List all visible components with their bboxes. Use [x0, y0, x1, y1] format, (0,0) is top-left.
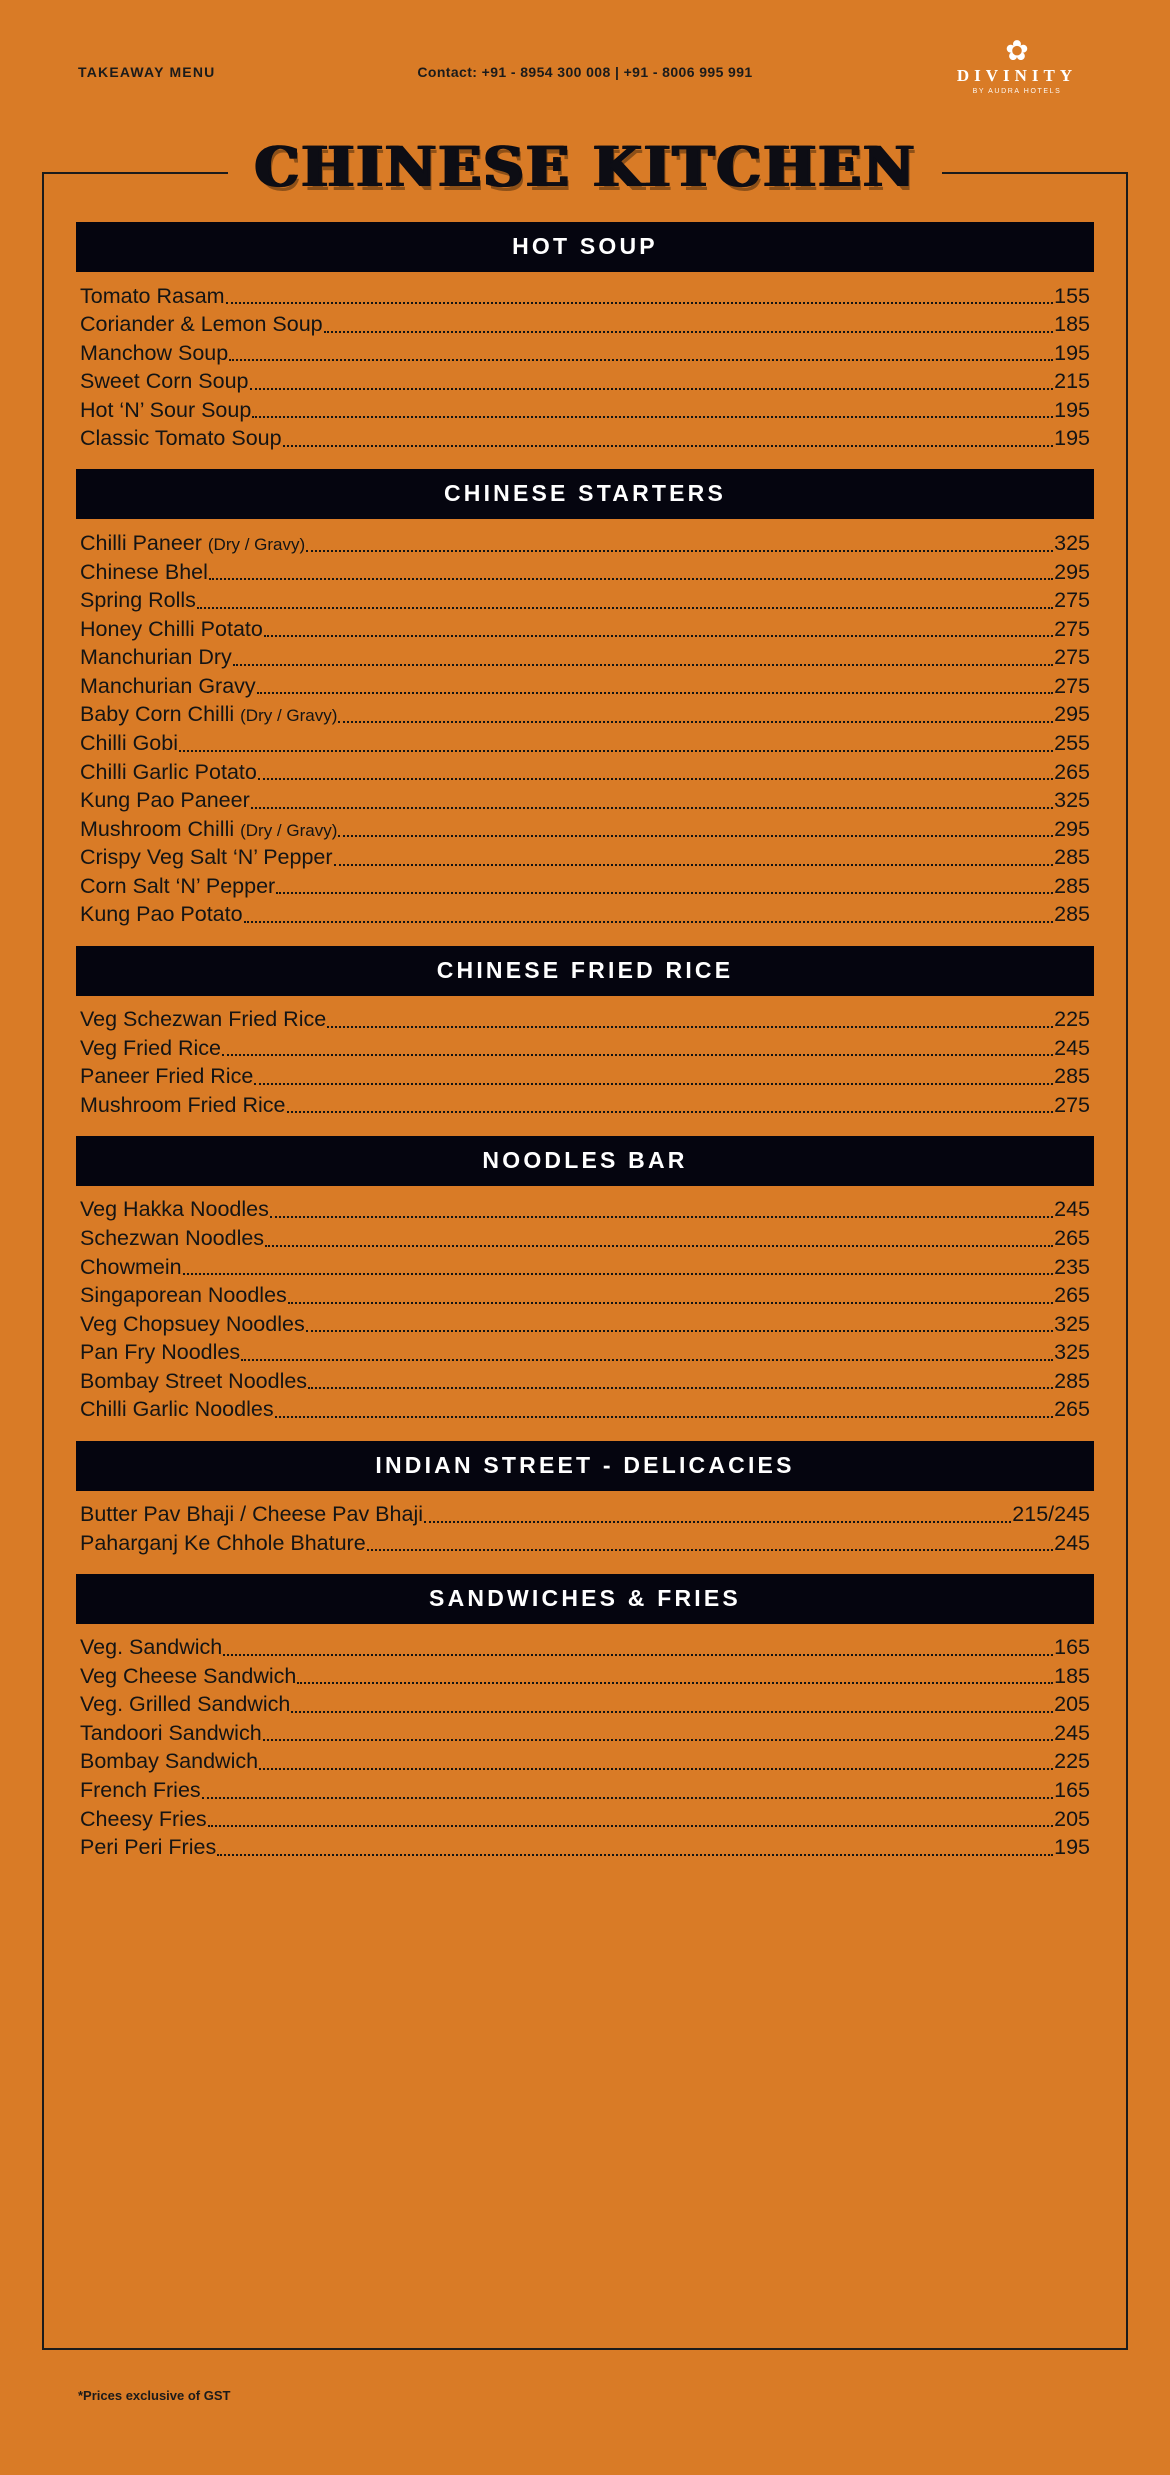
menu-item-price: 195: [1054, 397, 1090, 422]
menu-item-row: [80, 587, 1090, 616]
menu-item-name: [80, 1197, 269, 1223]
leader-dots: [424, 1520, 1011, 1523]
menu-item-label: Bombay Sandwich: [80, 1749, 259, 1774]
menu-item-price: 195: [1054, 1835, 1090, 1860]
menu-item-name: [80, 702, 337, 728]
menu-item-row: [80, 615, 1090, 644]
menu-item-price: 195: [1054, 340, 1090, 365]
brand-name: DIVINITY: [956, 66, 1078, 85]
menu-item-price: 245: [1054, 1720, 1090, 1745]
leader-dots: [250, 387, 1054, 390]
leader-dots: [264, 634, 1053, 637]
leader-dots: [183, 1272, 1054, 1275]
menu-item-row: [80, 1034, 1090, 1063]
menu-item-variant-note: (Dry / Gravy): [240, 820, 338, 840]
menu-item-price: 185: [1054, 312, 1090, 337]
leader-dots: [275, 1415, 1054, 1418]
menu-item-label: Veg Chopsuey Noodles: [80, 1311, 305, 1336]
menu-item-name: [80, 312, 323, 338]
menu-item-price: 325: [1054, 530, 1090, 555]
leader-dots: [324, 330, 1054, 333]
menu-item-row: [80, 730, 1090, 759]
menu-item-name: [80, 1807, 207, 1833]
leader-dots: [229, 358, 1053, 361]
menu-item-label: Manchow Soup: [80, 340, 229, 365]
menu-item-row: [80, 758, 1090, 787]
menu-item-row: [80, 311, 1090, 340]
menu-item-label: Butter Pav Bhaji / Cheese Pav Bhaji: [80, 1502, 423, 1526]
menu-item-name: [80, 284, 225, 310]
menu-item-label: Cheesy Fries: [80, 1806, 207, 1831]
leader-dots: [197, 606, 1053, 609]
menu-item-label: Bombay Street Noodles: [80, 1368, 308, 1393]
leader-dots: [334, 863, 1054, 866]
menu-item-row: [80, 1501, 1090, 1530]
menu-item-label: Spring Rolls: [80, 588, 196, 613]
menu-item-label: Veg Hakka Noodles: [80, 1197, 269, 1222]
menu-item-name: [80, 874, 275, 900]
menu-item-row: [80, 1662, 1090, 1691]
leader-dots: [367, 1548, 1053, 1551]
menu-item-price: 275: [1054, 673, 1090, 698]
menu-item-list: [76, 1634, 1094, 1863]
menu-item-row: [80, 644, 1090, 673]
menu-sections: [76, 222, 1094, 1862]
section-heading: INDIAN STREET - DELICACIES: [76, 1441, 1094, 1491]
menu-item-name: [80, 1778, 201, 1804]
menu-item-list: [76, 1196, 1094, 1425]
leader-dots: [265, 1244, 1053, 1247]
menu-item-label: Peri Peri Fries: [80, 1835, 217, 1860]
section-heading: NOODLES BAR: [76, 1136, 1094, 1186]
leader-dots: [241, 1358, 1053, 1361]
menu-item-row: [80, 558, 1090, 587]
menu-item-name: [80, 588, 196, 614]
leader-dots: [308, 1386, 1053, 1389]
menu-item-price: 245: [1054, 1197, 1090, 1222]
menu-item-price: 265: [1054, 759, 1090, 784]
menu-item-name: [80, 617, 263, 643]
menu-item-label: Singaporean Noodles: [80, 1283, 287, 1308]
menu-item-price: 275: [1054, 645, 1090, 670]
menu-item-row: [80, 901, 1090, 930]
brand-logo: [942, 35, 1092, 95]
leader-dots: [327, 1025, 1053, 1028]
menu-item-name: [80, 531, 305, 557]
menu-item-list: [76, 529, 1094, 929]
menu-item-label: Veg. Sandwich: [80, 1635, 223, 1660]
menu-item-price: 265: [1054, 1397, 1090, 1422]
menu-item-variant-note: (Dry / Gravy): [207, 534, 306, 554]
leader-dots: [338, 834, 1053, 837]
page-header: [0, 0, 1170, 130]
menu-item-price: 325: [1054, 1311, 1090, 1336]
menu-item-row: [80, 672, 1090, 701]
menu-item-label: Coriander & Lemon Soup: [80, 312, 323, 337]
menu-item-name: [80, 760, 257, 786]
menu-item-row: [80, 1224, 1090, 1253]
menu-item-label: Pan Fry Noodles: [80, 1340, 241, 1365]
menu-item-label: Hot ‘N’ Sour Soup: [80, 397, 252, 422]
menu-item-name: [80, 369, 249, 395]
menu-item-price: 265: [1054, 1283, 1090, 1308]
menu-item-name: [80, 817, 337, 843]
menu-section: [76, 946, 1094, 1120]
page-title-wrap: [0, 134, 1170, 199]
menu-item-label: Corn Salt ‘N’ Pepper: [80, 873, 276, 898]
menu-item-label: Chinese Bhel: [80, 559, 208, 584]
menu-item-price: 225: [1054, 1007, 1090, 1032]
menu-item-row: [80, 1748, 1090, 1777]
menu-item-list: [76, 1501, 1094, 1558]
menu-item-label: Paneer Fried Rice: [80, 1064, 254, 1089]
menu-item-name: [80, 1664, 296, 1690]
menu-item-price: 215/245: [1012, 1502, 1090, 1526]
menu-item-label: Manchurian Dry: [80, 645, 232, 670]
menu-item-row: [80, 1834, 1090, 1863]
menu-item-price: 285: [1054, 1064, 1090, 1089]
leader-dots: [288, 1301, 1053, 1304]
leader-dots: [222, 1053, 1053, 1056]
leader-dots: [252, 415, 1053, 418]
menu-item-name: [80, 1635, 222, 1661]
menu-item-label: Honey Chilli Potato: [80, 616, 263, 641]
menu-item-list: [76, 1006, 1094, 1120]
leader-dots: [297, 1681, 1053, 1684]
menu-item-price: 295: [1054, 816, 1090, 841]
menu-item-row: [80, 1253, 1090, 1282]
takeaway-menu-label: TAKEAWAY MENU: [78, 64, 216, 80]
menu-section: [76, 1574, 1094, 1863]
menu-item-label: Classic Tomato Soup: [80, 426, 282, 451]
menu-item-price: 285: [1054, 902, 1090, 927]
menu-item-label: Chilli Garlic Noodles: [80, 1397, 274, 1422]
menu-item-row: [80, 872, 1090, 901]
section-heading: CHINESE FRIED RICE: [76, 946, 1094, 996]
brand-tagline: BY AUDRA HOTELS: [972, 88, 1062, 95]
leader-dots: [202, 1796, 1053, 1799]
leader-dots: [306, 549, 1053, 552]
menu-item-price: 275: [1054, 616, 1090, 641]
menu-item-price: 155: [1054, 283, 1090, 308]
menu-item-name: [80, 1312, 305, 1338]
leader-dots: [233, 663, 1053, 666]
menu-item-name: [80, 1692, 290, 1718]
menu-item-name: [80, 1007, 326, 1033]
menu-item-price: 165: [1054, 1635, 1090, 1660]
menu-item-row: [80, 1339, 1090, 1368]
menu-item-variant-note: (Dry / Gravy): [240, 706, 338, 726]
menu-item-price: 295: [1054, 559, 1090, 584]
menu-item-name: [80, 731, 178, 757]
menu-item-name: [80, 398, 251, 424]
menu-item-label: Baby Corn Chilli: [80, 702, 241, 727]
leader-dots: [291, 1710, 1053, 1713]
menu-item-name: [80, 341, 228, 367]
menu-item-name: [80, 1502, 423, 1528]
leader-dots: [306, 1329, 1053, 1332]
menu-item-price: 245: [1054, 1530, 1090, 1555]
menu-item-row: [80, 1634, 1090, 1663]
menu-item-name: [80, 426, 282, 452]
menu-item-label: Paharganj Ke Chhole Bhature: [80, 1530, 366, 1555]
menu-item-name: [80, 1721, 262, 1747]
menu-item-label: Veg. Grilled Sandwich: [80, 1692, 291, 1717]
menu-item-label: Chowmein: [80, 1254, 182, 1279]
leader-dots: [223, 1653, 1053, 1656]
menu-item-name: [80, 560, 208, 586]
menu-item-row: [80, 1063, 1090, 1092]
menu-item-price: 265: [1054, 1225, 1090, 1250]
menu-item-row: [80, 1006, 1090, 1035]
menu-item-label: Kung Pao Paneer: [80, 788, 250, 813]
leader-dots: [226, 301, 1054, 304]
lotus-icon: ✿: [1005, 35, 1029, 66]
leader-dots: [276, 891, 1053, 894]
menu-item-label: French Fries: [80, 1778, 201, 1803]
menu-item-label: Veg Schezwan Fried Rice: [80, 1007, 327, 1032]
menu-item-row: [80, 1091, 1090, 1120]
leader-dots: [283, 444, 1054, 447]
menu-item-label: Crispy Veg Salt ‘N’ Pepper: [80, 845, 333, 870]
menu-item-label: Tomato Rasam: [80, 283, 225, 308]
menu-item-price: 185: [1054, 1663, 1090, 1688]
menu-item-price: 285: [1054, 873, 1090, 898]
leader-dots: [251, 806, 1053, 809]
menu-section: [76, 222, 1094, 453]
menu-item-label: Veg Cheese Sandwich: [80, 1663, 297, 1688]
contact-info: Contact: +91 - 8954 300 008 | +91 - 8006 995 991: [417, 64, 753, 80]
menu-item-row: [80, 701, 1090, 730]
menu-item-name: [80, 1093, 286, 1119]
menu-section: [76, 469, 1094, 929]
page-title: CHINESE KITCHEN: [254, 134, 916, 199]
section-heading: SANDWICHES & FRIES: [76, 1574, 1094, 1624]
menu-item-row: [80, 1367, 1090, 1396]
leader-dots: [217, 1853, 1053, 1856]
menu-item-price: 325: [1054, 788, 1090, 813]
menu-item-name: [80, 1036, 221, 1062]
menu-item-price: 235: [1054, 1254, 1090, 1279]
menu-item-row: [80, 1691, 1090, 1720]
menu-item-name: [80, 1369, 307, 1395]
menu-item-label: Mushroom Fried Rice: [80, 1092, 286, 1117]
menu-item-name: [80, 1226, 264, 1252]
menu-item-label: Mushroom Chilli: [80, 816, 241, 841]
menu-item-label: Chilli Gobi: [80, 731, 178, 756]
menu-item-label: Kung Pao Potato: [80, 902, 243, 927]
leader-dots: [338, 720, 1053, 723]
menu-item-label: Manchurian Gravy: [80, 673, 256, 698]
menu-section: [76, 1441, 1094, 1558]
leader-dots: [257, 691, 1053, 694]
menu-item-row: [80, 1396, 1090, 1425]
menu-item-row: [80, 1719, 1090, 1748]
menu-item-row: [80, 339, 1090, 368]
menu-section: [76, 1136, 1094, 1425]
menu-item-name: [80, 674, 256, 700]
leader-dots: [270, 1215, 1053, 1218]
menu-item-label: Chilli Garlic Potato: [80, 759, 257, 784]
menu-item-row: [80, 1777, 1090, 1806]
menu-item-row: [80, 425, 1090, 454]
leader-dots: [209, 577, 1053, 580]
menu-item-price: 295: [1054, 702, 1090, 727]
menu-item-row: [80, 787, 1090, 816]
menu-item-price: 205: [1054, 1806, 1090, 1831]
menu-item-row: [80, 368, 1090, 397]
menu-item-row: [80, 1805, 1090, 1834]
menu-item-name: [80, 1283, 287, 1309]
leader-dots: [179, 749, 1053, 752]
menu-item-row: [80, 1310, 1090, 1339]
menu-item-name: [80, 1835, 216, 1861]
menu-item-price: 275: [1054, 1092, 1090, 1117]
menu-item-name: [80, 1749, 258, 1775]
price-footnote: *Prices exclusive of GST: [78, 2388, 231, 2403]
leader-dots: [258, 777, 1053, 780]
menu-item-label: Veg Fried Rice: [80, 1035, 222, 1060]
menu-item-label: Sweet Corn Soup: [80, 369, 249, 394]
menu-item-price: 255: [1054, 731, 1090, 756]
menu-item-name: [80, 1397, 274, 1423]
leader-dots: [259, 1767, 1053, 1770]
menu-item-name: [80, 902, 243, 928]
menu-item-name: [80, 1340, 240, 1366]
menu-item-price: 225: [1054, 1749, 1090, 1774]
menu-item-row: [80, 1529, 1090, 1558]
menu-item-list: [76, 282, 1094, 453]
menu-item-label: Schezwan Noodles: [80, 1225, 265, 1250]
menu-item-name: [80, 845, 333, 871]
menu-item-name: [80, 788, 250, 814]
menu-item-price: 275: [1054, 588, 1090, 613]
menu-item-price: 245: [1054, 1035, 1090, 1060]
menu-item-name: [80, 1255, 182, 1281]
menu-item-row: [80, 282, 1090, 311]
section-heading: HOT SOUP: [76, 222, 1094, 272]
leader-dots: [208, 1824, 1053, 1827]
menu-item-name: [80, 1064, 253, 1090]
leader-dots: [263, 1738, 1053, 1741]
menu-item-price: 215: [1054, 369, 1090, 394]
menu-item-price: 195: [1054, 426, 1090, 451]
menu-item-row: [80, 396, 1090, 425]
leader-dots: [244, 920, 1054, 923]
menu-item-name: [80, 1531, 366, 1557]
menu-item-price: 285: [1054, 1368, 1090, 1393]
menu-item-row: [80, 1282, 1090, 1311]
section-heading: CHINESE STARTERS: [76, 469, 1094, 519]
menu-item-label: Tandoori Sandwich: [80, 1720, 262, 1745]
menu-item-price: 325: [1054, 1340, 1090, 1365]
menu-item-price: 205: [1054, 1692, 1090, 1717]
menu-item-row: [80, 529, 1090, 558]
menu-item-price: 285: [1054, 845, 1090, 870]
leader-dots: [287, 1110, 1054, 1113]
menu-item-label: Chilli Paneer: [80, 530, 208, 555]
leader-dots: [254, 1082, 1053, 1085]
menu-item-row: [80, 844, 1090, 873]
menu-item-row: [80, 815, 1090, 844]
menu-item-name: [80, 645, 232, 671]
menu-item-price: 165: [1054, 1778, 1090, 1803]
menu-item-row: [80, 1196, 1090, 1225]
